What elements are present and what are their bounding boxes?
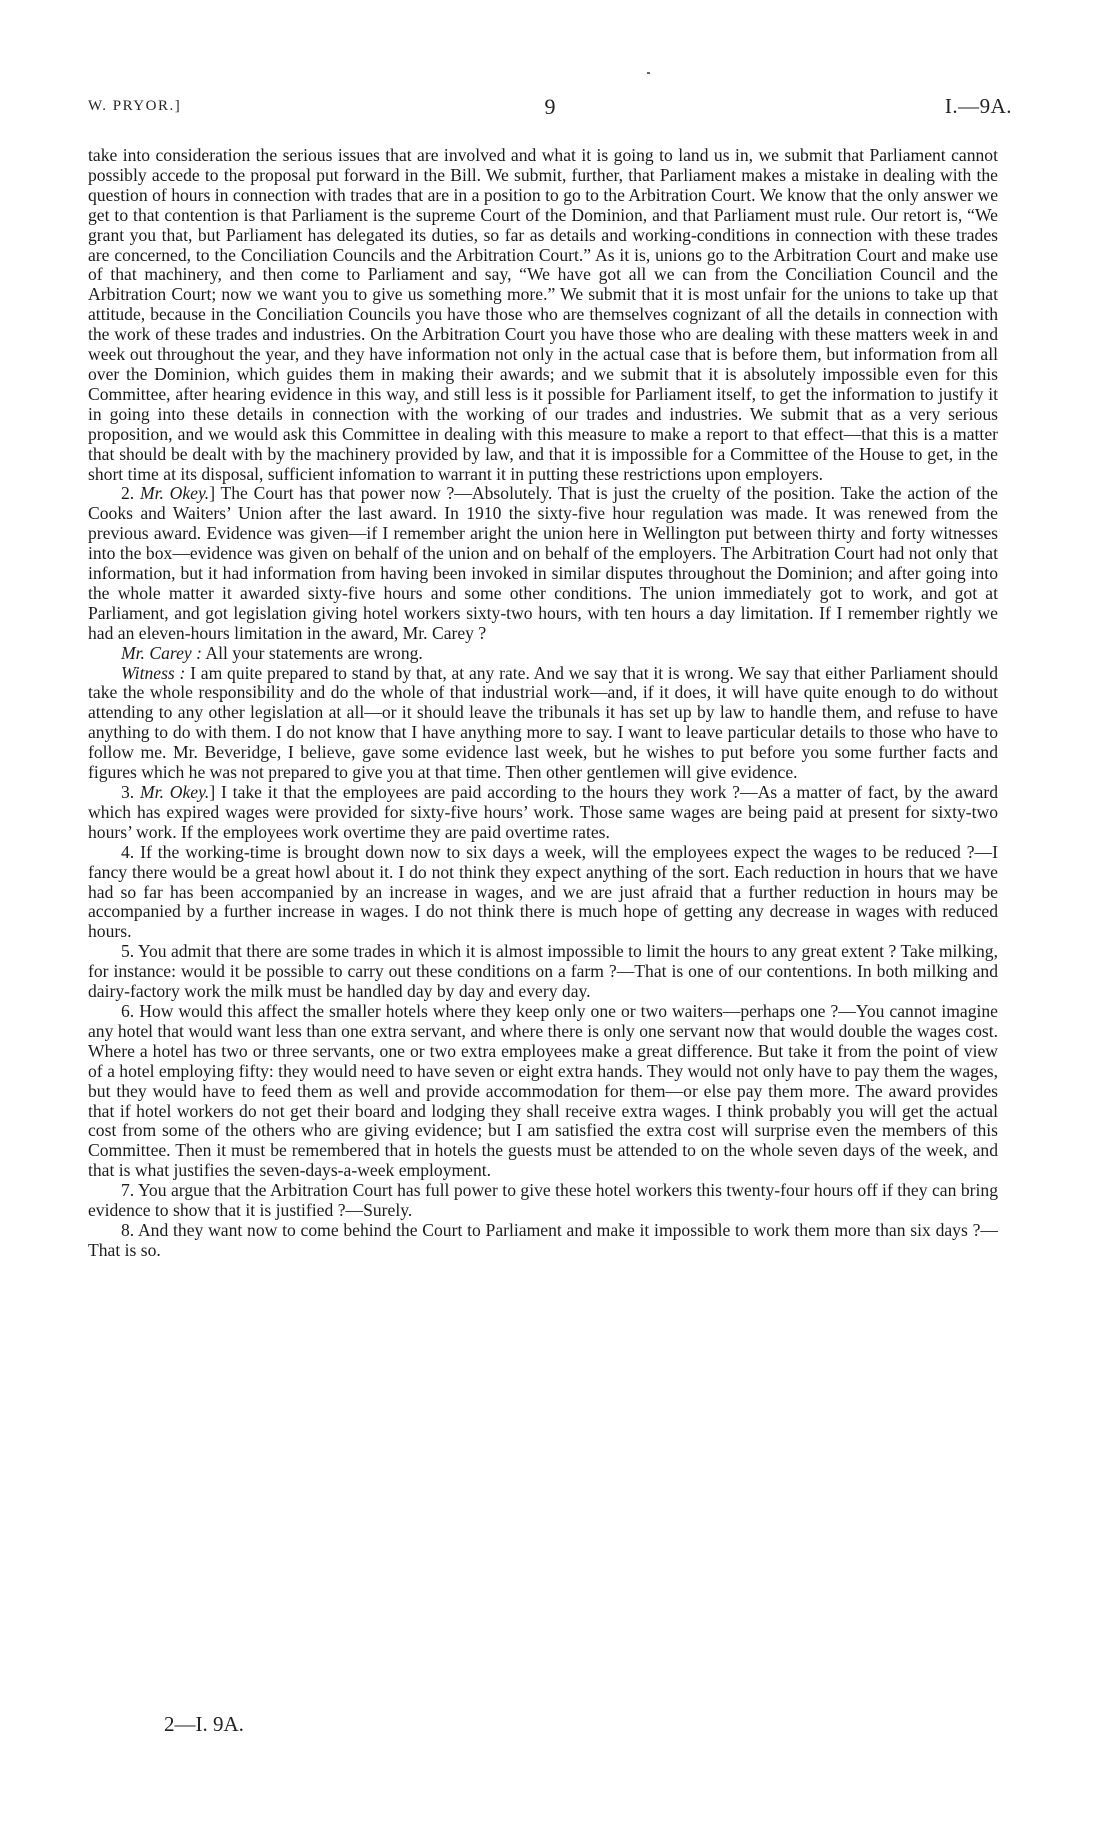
paragraph-q6: 6. How would this affect the smaller hotels where they keep only one or two waiters—perhaps one ?—You cannot imagine any hotel that would want less than one extra servant, and where there is only one servant now that would double the wages cost. Where a hotel has two or three servants, one or two extra employees make a great difference. But take it from the point of view of a hotel employing fifty: they would need to have seven or eight extra hands. They would not only have to pay them the wages, but they would have to feed them as well and provide accommodation for them—or else pay them more. The award provides that if hotel workers do not get their board and lodging they shall receive extra wages. I think probably you will get the actual cost from some of the others who are giving evidence; but I am satisfied the extra cost will surprise even the members of this Committee. Then it must be remembered that in hotels the guests must be attended to on the whole seven days of the week, and that is what justifies the seven-days-a-week employment. — [88, 1000, 998, 1181]
speaker-label: Witness : — [121, 662, 186, 683]
page-header — [88, 94, 1012, 124]
page-number: 9 — [544, 94, 556, 119]
header-author: W. PRYOR.] — [88, 98, 182, 114]
header-reference: I.—9A. — [944, 94, 1012, 118]
body-text — [88, 146, 998, 1261]
paragraph-q2: 2. Mr. Okey.] The Court has that power now ?—Absolutely. That is just the cruelty of the position. Take the action of the Cooks and Waiters’ Union after the last award. In 1910 the sixty-five hour regulation was made. It was renewed from the previous award. Evidence was given—if I remember aright the union here in Wellington put between thirty and forty witnesses into the box—evidence was given on behalf of the union and on behalf of the employers. The Arbitration Court had not only that information, but it had information from having been invoked in similar disputes throughout the Dominion; and after going into the whole matter it awarded sixty-five hours and some other conditions. The union immediately got to work, and got at Parliament, and got legislation giving hotel workers sixty-two hours, with ten hours a day limitation. If I remember rightly we had an eleven-hours limitation in the award, Mr. Carey ? — [88, 483, 998, 643]
paragraph-q8: 8. And they want now to come behind the Court to Parliament and make it impossible to work them more than six days ?—That is so. — [88, 1219, 998, 1260]
paragraph-carey: Mr. Carey : All your statements are wrong. — [121, 642, 423, 663]
paragraph-intro: take into consideration the serious issues that are involved and what it is going to land us in, we submit that Parliament cannot possibly accede to the proposal put forward in the Bill. We submit, further, that Parliament makes a mistake in dealing with the question of hours in connection with trades that are in a position to go to the Arbitration Court. We know that the only answer we get to that contention is that Parliament is the supreme Court of the Dominion, and that Parliament must rule. Our retort is, “We grant you that, but Parliament has delegated its duties, so far as details and working-conditions in connection with these trades are concerned, to the Conciliation Councils and the Arbitration Court.” As it is, unions go to the Arbitration Court and make use of that machinery, and then come to Parliament and say, “We have got all we can from the Conciliation Council and the Arbitration Court; now we want you to give us something more.” We submit that it is most unfair for the unions to take up that attitude, because in the Conciliation Councils you have those who are themselves cognizant of all the details in connection with the work of these trades and industries. On the Arbitration Court you have those who are dealing with these matters week in and week out throughout the year, and they have information not only in the actual case that is before them, but information from all over the Dominion, which guides them in making their awards; and we submit that it is absolutely impossible even for this Committee, after hearing evidence in this way, and still less is it possible for Parliament itself, to get the information to justify it in going into these details in connection with the working of our trades and industries. We submit that as a very serious proposition, and we would ask this Committee in dealing with this measure to make a report to that effect—that this is a matter that should be dealt with by the machinery provided by law, and that it is impossible for a Committee of the House to get, in the short time at its disposal, sufficient infomation to warrant it in putting these restrictions upon employers. — [88, 145, 998, 484]
speaker-label: Mr. Okey. — [140, 782, 210, 802]
paragraph-witness: Witness : I am quite prepared to stand by that, at any rate. And we say that it is wrong. We say that either Parliament should take the whole responsibility and do the whole of that industrial work—and, if it does, it will have quite enough to do without attending to any other legislation at all—or it should leave the tribunals it has set up by law to handle them, and refuse to have anything to do with them. I do not know that I have anything more to say. I want to leave particular details to those who have to follow me. Mr. Beveridge, I believe, gave some evidence last week, but he wishes to put before you some further facts and figures which he was not prepared to give you at that time. Then other gentlemen will give evidence. — [88, 662, 998, 783]
speaker-label: Mr. Okey. — [139, 483, 210, 504]
print-mark — [647, 72, 650, 74]
paragraph-q5: 5. You admit that there are some trades in which it is almost impossible to limit the hours to any great extent ? Take milking, for instance: would it be possible to carry out these conditions on a farm ?—That is one of our contentions. In both milking and dairy-factory work the milk must be handled day by day and every day. — [88, 941, 998, 1002]
paragraph-q3: 3. Mr. Okey.] I take it that the employees are paid according to the hours they work ?—As a matter of fact, by the award which has expired wages were provided for sixty-five hours’ work. Those same wages are being paid at present for sixty-two hours’ work. If the employees work overtime they are paid overtime rates. — [88, 782, 998, 842]
paragraph-q7: 7. You argue that the Arbitration Court has full power to give these hotel workers this twenty-four hours off if they can bring evidence to show that it is justified ?—Surely. — [88, 1180, 998, 1221]
page-signature: 2—I. 9A. — [164, 1712, 244, 1736]
speaker-label: Mr. Carey : — [121, 642, 202, 663]
paragraph-q4: 4. If the working-time is brought down now to six days a week, will the employees expect the wages to be reduced ?—I fancy there would be a great howl about it. I do not think they expect anything of the sort. Each reduction in hours that we have had so far has been accompanied by an increase in wages, and we are just afraid that a further reduction in hours may be accompanied by a further increase in wages. I do not think there is much hope of getting any decrease in wages with reduced hours. — [88, 841, 998, 942]
